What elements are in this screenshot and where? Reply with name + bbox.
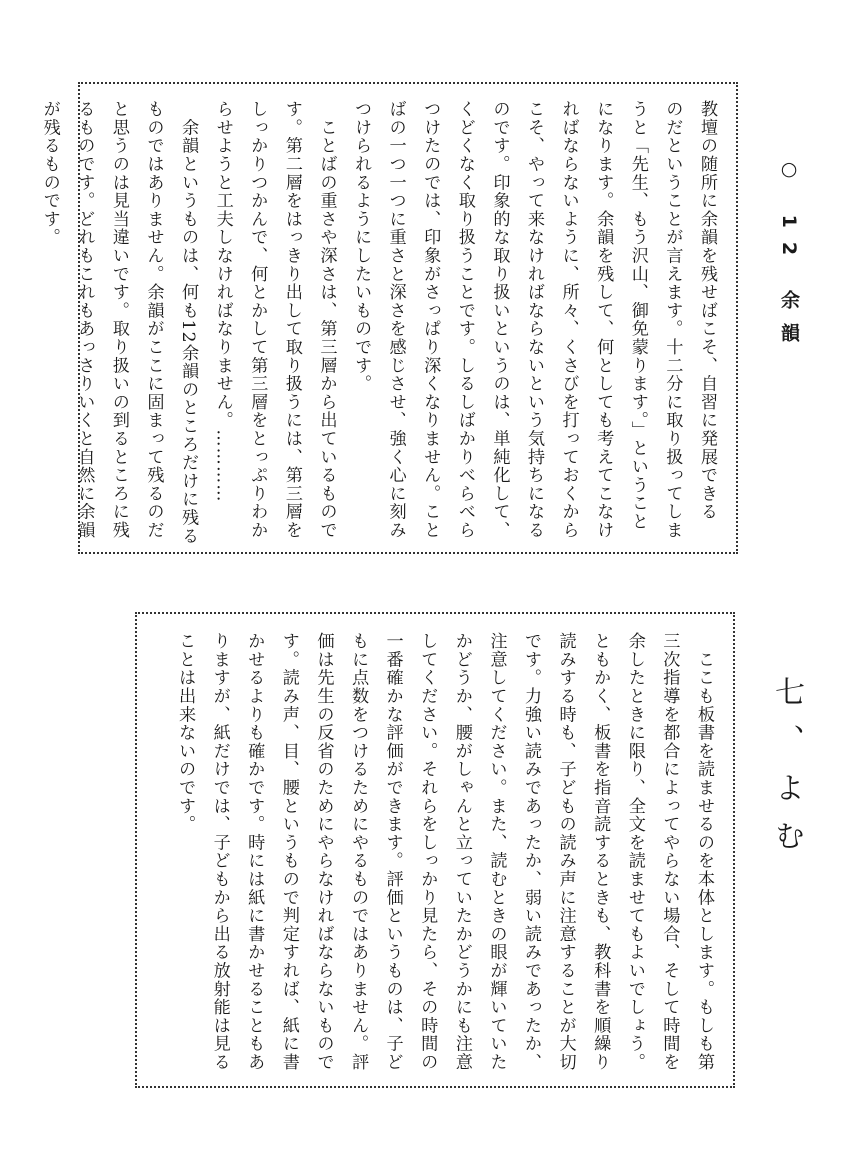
bottom-passage-box (135, 612, 735, 1088)
top-passage-box (39, 82, 738, 554)
top-passage-text: 教壇の随所に余韻を残せばこそ、自習に発展できる のだということが言えます。十二分に取り扱ってしま うと「先生、もう沢山、御免蒙ります。」ということ になります。余韻を残して、何としても考えてこなけ ればならないように、所々、くさびを打っておくから こそ、やって来なければならないという気持ちになる のです。印象的な取り扱いというのは、単純化して、 くどくなく取り扱うことです。しるしばかりべらべら つけたのでは、印象がさっぱり深くなりません。こと ばの一つ一つに重さと深さを感じさせ、強く心に刻み つけられるようにしたいものです。 ことばの重さや深さは、第三層から出ているもので す。第二層をはっきり出して取り扱うには、第三層を しっかりつかんで、何とかして第三層をとっぷりわか らせようと工夫しなければなりません。………… 余韻というものは、何も12余韻のところだけに残る ものではありません。余韻がここに固まって残るのだ と思うのは見当違いです。取り扱いの到るところに残 るものです。どれもこれもあっさりいくと自然に余韻 が残るものです。 (39, 100, 717, 545)
bottom-passage-text: ここも板書を読ませるのを本体とします。もしも第 三次指導を都合によってやらない場合、そして時間を 余したときに限り、全文を読ませてもよいでしょう。 ともかく、板書を指音読するときも、教科書を順繰り 読みする時も、子どもの読み声に注意することが大切 です。力強い読みであったか、弱い読みであったか、 注意してください。また、読むときの眼が輝いていた かどうか、腰がしゃんと立っていたかどうかにも注意 してください。それらをしっかり見たら、その時間の 一番確かな評価ができます。評価というものは、子ど もに点数をつけるためにやるものではありません。評 価は先生の反省のためにやらなければならないもので す。読み声、目、腰というもので判定すれば、紙に書 かせるよりも確かです。時には紙に書かせることもあ りますが、紙だけでは、子どもから出る放射能は見る ことは出来ないのです。 (175, 632, 714, 1072)
section-heading: ○ 12 余韻 (778, 158, 800, 356)
chapter-heading: 七、よむ (769, 676, 804, 868)
